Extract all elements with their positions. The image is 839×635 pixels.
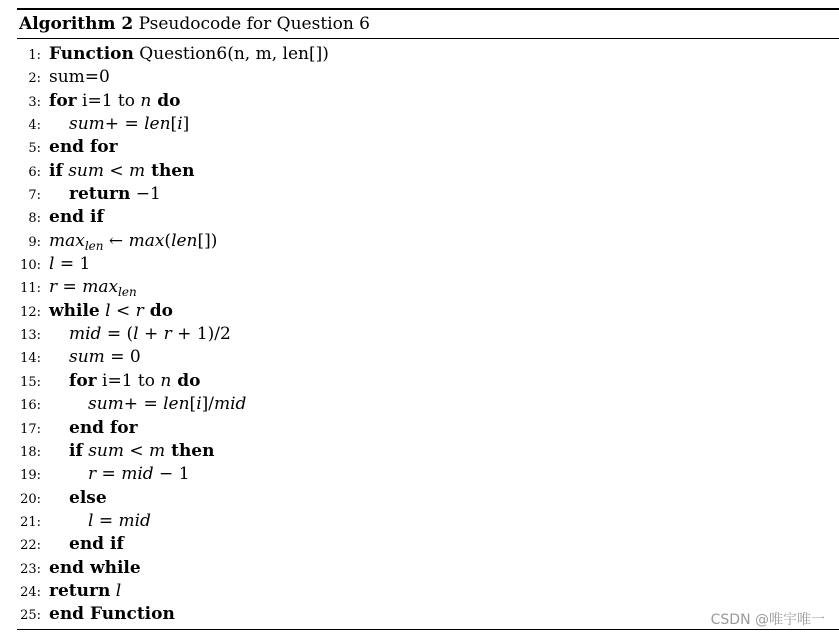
code-text: ← [103, 230, 129, 251]
line-code [49, 463, 190, 486]
code-text: + 1)/2 [171, 324, 231, 345]
code-line [17, 113, 839, 136]
math-symbol: l [105, 300, 111, 321]
line-number: 21: [20, 514, 41, 530]
code-text: Question6(n, m, len[]) [133, 44, 329, 64]
line-number: 16: [20, 398, 41, 414]
code-text: − 1 [153, 464, 190, 485]
line-number: 23: [20, 561, 41, 577]
math-symbol: sum [69, 114, 105, 135]
code-text: [ [170, 114, 178, 135]
code-text: i=1 to [96, 370, 161, 391]
line-code [49, 580, 121, 603]
code-text: < [103, 160, 130, 181]
line-number: 19: [20, 468, 41, 484]
code-line [17, 276, 839, 299]
line-number: 4: [28, 118, 41, 134]
math-symbol: len [84, 238, 104, 253]
line-number: 15: [20, 374, 41, 390]
math-symbol: n [140, 90, 152, 111]
code-line [17, 43, 839, 66]
code-text: = [93, 510, 119, 531]
code-text: = ( [101, 324, 134, 345]
code-text: = [96, 464, 122, 485]
code-line [17, 580, 839, 603]
keyword: while [49, 300, 100, 321]
code-text: + [138, 324, 164, 345]
code-line [17, 487, 839, 510]
line-code [49, 113, 189, 136]
math-symbol: r [163, 324, 172, 345]
math-symbol: m [129, 160, 146, 181]
code-text: = 0 [104, 347, 141, 368]
line-number: 10: [20, 258, 41, 274]
math-symbol: mid [121, 464, 154, 485]
line-number: 2: [28, 71, 41, 87]
math-symbol: n [160, 370, 172, 391]
keyword: for [49, 90, 77, 111]
line-code [49, 440, 214, 463]
keyword: for [69, 370, 97, 391]
caption-label: Algorithm 2 [19, 14, 134, 34]
line-number: 22: [20, 538, 41, 554]
line-number: 6: [28, 164, 41, 180]
code-line [17, 300, 839, 323]
line-code [49, 370, 201, 393]
code-line [17, 417, 839, 440]
math-symbol: l [49, 254, 55, 275]
line-number: 1: [28, 48, 41, 63]
math-symbol: len [171, 230, 198, 251]
line-number: 25: [20, 608, 41, 624]
code-line [17, 66, 839, 89]
math-symbol: mid [214, 394, 247, 415]
code-text: i=1 to [76, 90, 141, 111]
caption-title: Pseudocode for Question 6 [138, 14, 370, 34]
math-symbol: len [118, 285, 137, 300]
keyword: else [69, 487, 107, 508]
code-text: + = [104, 114, 145, 135]
code-line [17, 230, 839, 253]
line-number: 5: [28, 141, 41, 157]
code-line [17, 160, 839, 183]
line-number: 12: [20, 304, 41, 320]
keyword: then [165, 440, 215, 461]
code-text: []) [197, 230, 218, 251]
keyword: if [69, 440, 83, 461]
keyword: end if [69, 534, 124, 555]
code-text: < [123, 440, 150, 461]
line-number: 7: [28, 188, 41, 204]
math-symbol: sum [68, 160, 104, 181]
line-code [49, 393, 246, 416]
code-line [17, 90, 839, 113]
algorithm-caption [17, 10, 839, 38]
math-symbol: l [115, 580, 122, 601]
line-code [49, 300, 173, 323]
code-line [17, 440, 839, 463]
math-symbol: i [196, 394, 202, 415]
line-code [49, 510, 151, 533]
keyword: then [145, 160, 195, 181]
line-code [49, 206, 104, 229]
code-text: < [110, 300, 136, 321]
line-code [49, 603, 175, 626]
code-line [17, 393, 839, 416]
keyword: return [69, 184, 131, 205]
keyword: if [49, 160, 63, 181]
keyword: do [171, 370, 201, 391]
keyword: end for [69, 417, 138, 438]
line-code [49, 487, 107, 510]
line-number: 17: [20, 421, 41, 437]
math-symbol: r [49, 277, 58, 298]
line-code [49, 43, 329, 66]
line-code [49, 66, 110, 89]
keyword: Function [49, 44, 134, 64]
line-number: 24: [20, 584, 41, 600]
line-code [49, 90, 181, 113]
code-text: ( [164, 230, 172, 251]
line-number: 8: [28, 211, 41, 227]
line-code [49, 160, 194, 183]
math-symbol: i [177, 114, 183, 135]
code-line [17, 323, 839, 346]
math-symbol: len [144, 114, 171, 135]
line-code [49, 136, 118, 159]
algorithm-block [17, 8, 839, 630]
line-number: 9: [28, 234, 41, 250]
keyword: end if [49, 207, 104, 228]
line-code [49, 557, 141, 580]
math-symbol: mid [118, 510, 151, 531]
line-code [49, 253, 90, 276]
keyword: do [151, 90, 181, 111]
code-lines [17, 39, 839, 627]
code-line [17, 136, 839, 159]
math-symbol: l [88, 510, 94, 531]
line-code [49, 417, 138, 440]
line-code [49, 346, 141, 369]
code-text: [ [189, 394, 197, 415]
math-symbol: mid [69, 324, 102, 345]
math-symbol: m [149, 440, 166, 461]
code-line [17, 183, 839, 206]
line-number: 14: [20, 351, 41, 367]
math-symbol: max [82, 277, 119, 298]
line-code [49, 183, 161, 206]
code-line [17, 253, 839, 276]
math-symbol: max [128, 230, 165, 251]
code-text: + = [123, 394, 164, 415]
line-code [49, 323, 231, 346]
code-text: = [57, 277, 83, 298]
keyword: do [143, 300, 173, 321]
math-symbol: r [135, 300, 144, 321]
code-line [17, 206, 839, 229]
keyword: end while [49, 557, 141, 578]
code-line [17, 510, 839, 533]
math-symbol: sum [88, 440, 124, 461]
code-text: ]/ [201, 394, 214, 415]
code-line [17, 557, 839, 580]
code-text: ] [182, 114, 190, 135]
code-line [17, 463, 839, 486]
code-line [17, 533, 839, 556]
math-symbol: l [133, 324, 139, 345]
math-symbol: max [49, 230, 85, 251]
line-number: 11: [20, 281, 41, 297]
math-symbol: sum [69, 347, 105, 368]
math-symbol: len [163, 394, 190, 415]
line-number: 13: [20, 328, 41, 344]
line-number: 20: [20, 491, 41, 507]
line-code [49, 533, 124, 556]
line-number: 3: [28, 94, 41, 110]
math-symbol: sum [88, 394, 124, 415]
code-text: sum=0 [49, 67, 110, 88]
code-text: −1 [130, 184, 161, 205]
line-number: 18: [20, 444, 41, 460]
code-line [17, 346, 839, 369]
watermark: CSDN @唯宇唯一 [710, 612, 825, 628]
math-symbol: r [88, 464, 97, 485]
keyword: end Function [49, 604, 175, 625]
code-line [17, 370, 839, 393]
keyword: return [49, 580, 111, 601]
code-text: = 1 [54, 254, 91, 275]
keyword: end for [49, 137, 118, 158]
